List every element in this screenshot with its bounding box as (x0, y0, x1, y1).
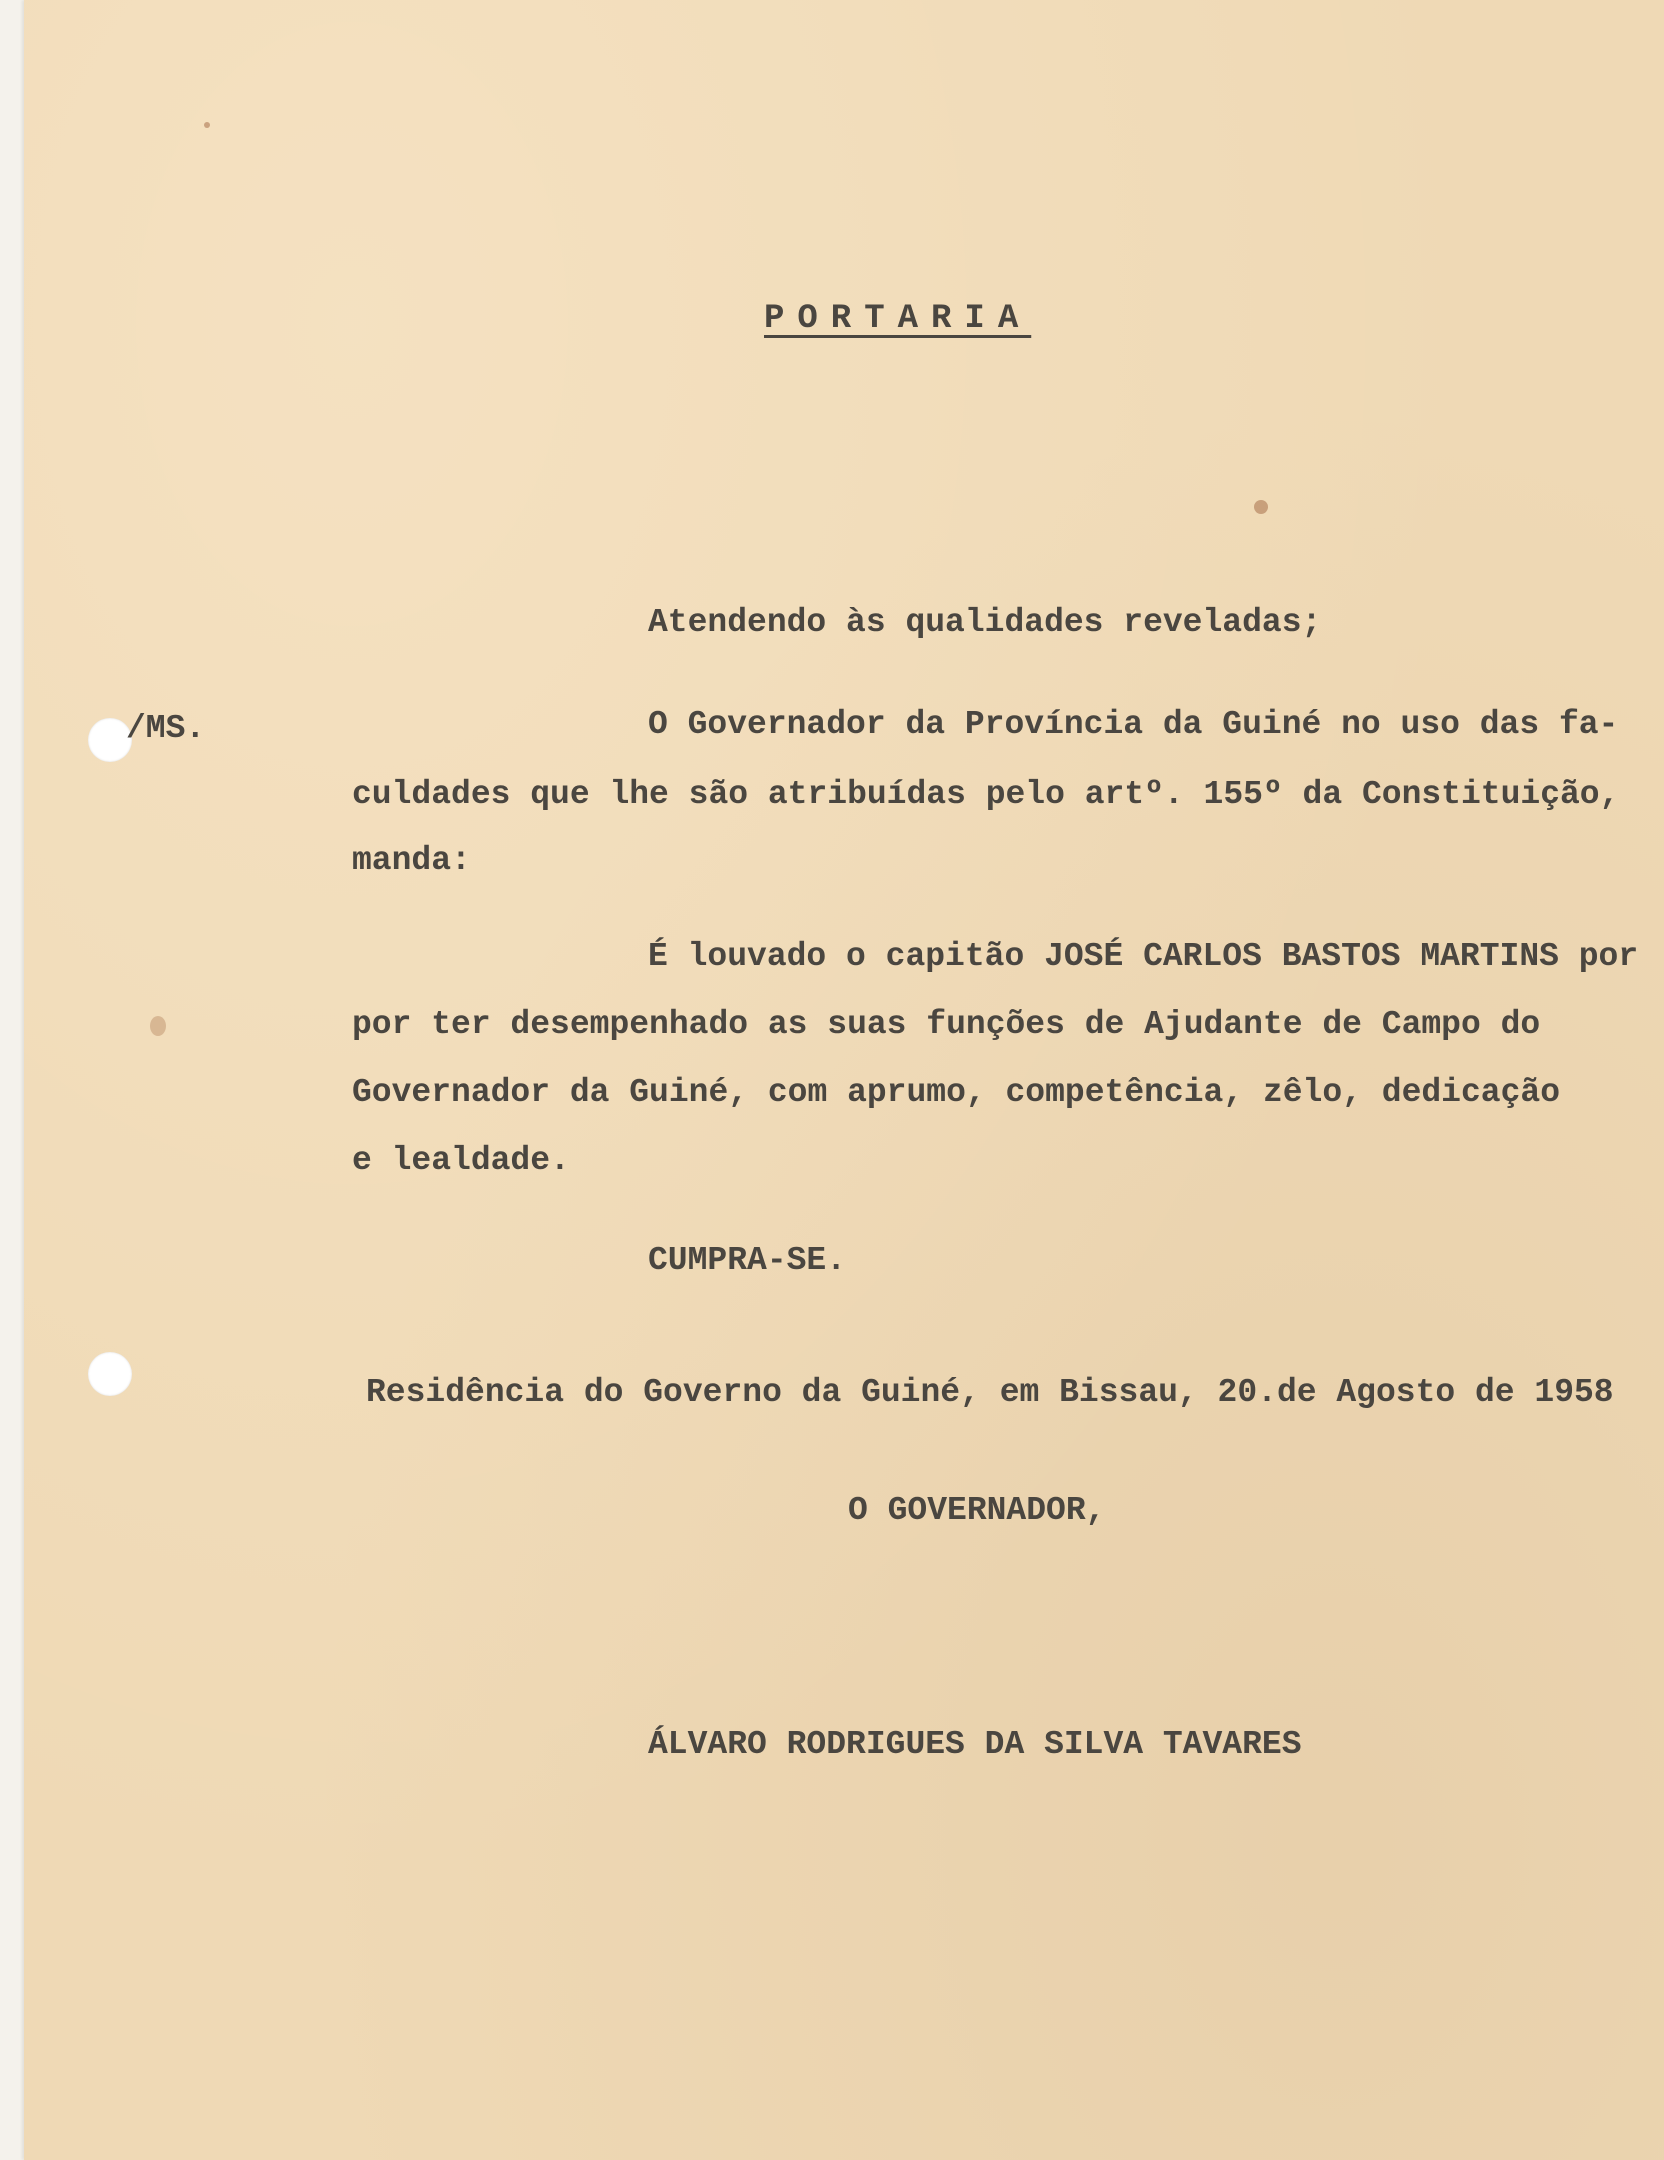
stain-spot (150, 1016, 166, 1036)
place-and-date: Residência do Governo da Guiné, em Bissau, 20.de Agosto de 1958 (366, 1374, 1614, 1411)
paragraph1-line3: manda: (352, 842, 471, 879)
paragraph2-line4: e lealdade. (352, 1142, 570, 1179)
paragraph2-line2: por ter desempenhado as suas funções de Ajudante de Campo do (352, 1006, 1541, 1043)
preamble: Atendendo às qualidades reveladas; (648, 604, 1322, 641)
punch-hole-bottom (88, 1352, 132, 1396)
signatory-title: O GOVERNADOR, (848, 1492, 1106, 1529)
stain-spot (204, 122, 210, 128)
signatory-name: ÁLVARO RODRIGUES DA SILVA TAVARES (648, 1726, 1302, 1763)
scan-margin (0, 0, 24, 2160)
stain-spot (1254, 500, 1268, 514)
document-page (24, 0, 1664, 2160)
paragraph1-line1: O Governador da Província da Guiné no uso das fa- (648, 706, 1619, 743)
paragraph1-line2: culdades que lhe são atribuídas pelo artº. 155º da Constituição, (352, 776, 1620, 813)
paragraph2-line1: É louvado o capitão JOSÉ CARLOS BASTOS MARTINS por (648, 938, 1639, 975)
order-text: CUMPRA-SE. (648, 1242, 847, 1279)
paragraph2-line3: Governador da Guiné, com aprumo, competência, zêlo, dedicação (352, 1074, 1560, 1111)
document-title: PORTARIA (764, 300, 1032, 338)
margin-note: /MS. (126, 710, 206, 747)
